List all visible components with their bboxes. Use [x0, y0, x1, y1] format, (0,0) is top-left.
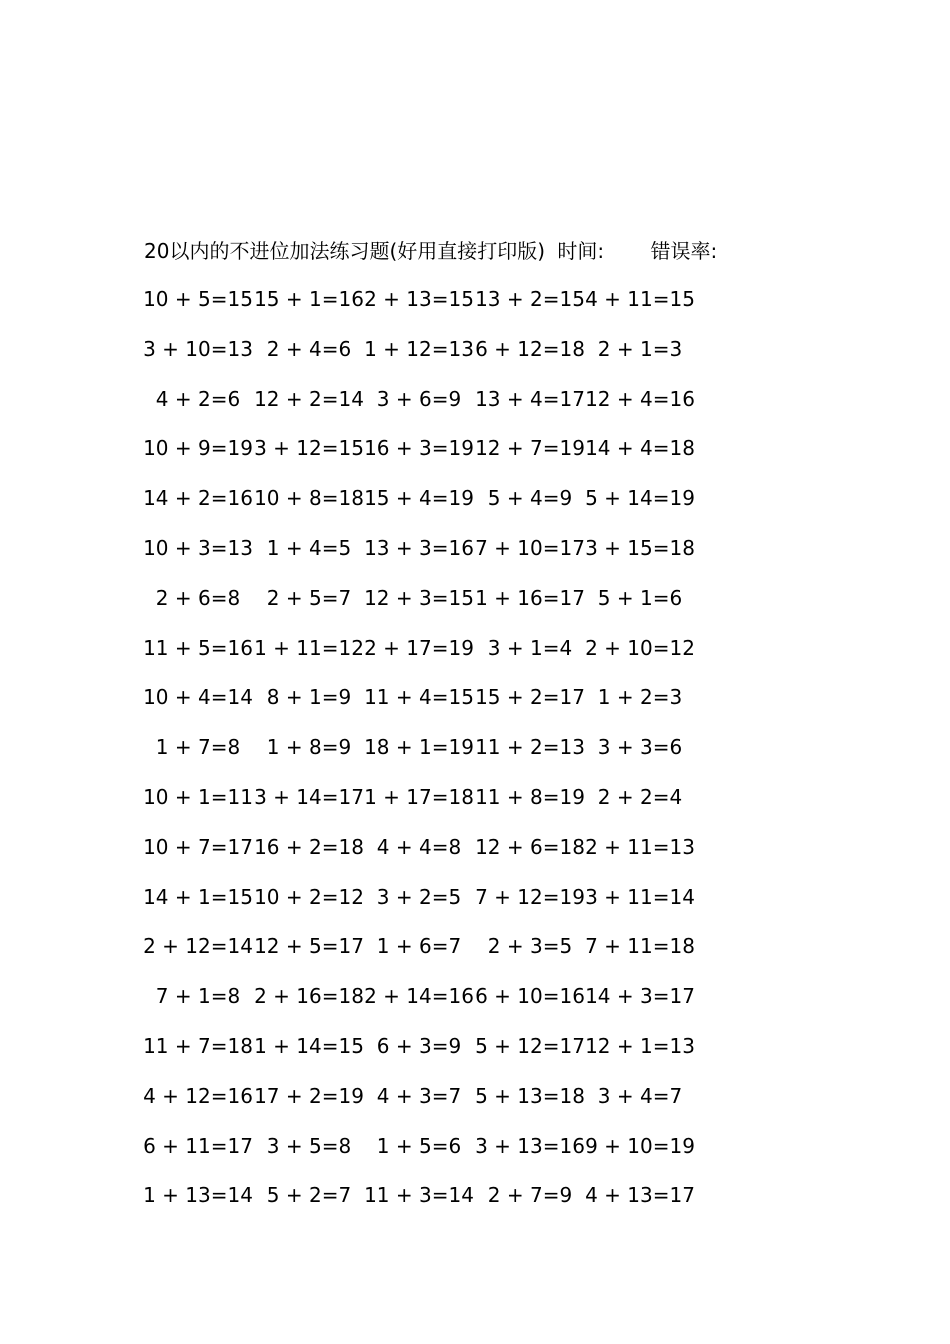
- problem-row: [143, 334, 710, 384]
- problem-row: [143, 483, 710, 533]
- problem-cell: 14 + 1=15: [143, 884, 253, 909]
- problem-cell: 2 + 10=12: [585, 635, 695, 660]
- problem-cell: 1 + 13=14: [143, 1183, 253, 1208]
- problem-cell: 17 + 2=19: [254, 1083, 364, 1108]
- problem-cell: 1 + 8=9: [266, 735, 352, 760]
- problem-cell: 13 + 3=16: [364, 535, 474, 560]
- problem-cell: 12 + 6=18: [475, 834, 585, 859]
- problem-cell: 3 + 12=15: [254, 436, 364, 461]
- problem-cell: 3 + 10=13: [143, 336, 253, 361]
- problem-cell: 5 + 14=19: [585, 486, 695, 511]
- problem-cell: 1 + 5=6: [376, 1133, 462, 1158]
- problem-cell: 2 + 11=13: [585, 834, 695, 859]
- problem-row: [143, 832, 710, 882]
- problem-cell: 3 + 3=6: [597, 735, 683, 760]
- problem-cell: 3 + 1=4: [487, 635, 573, 660]
- problem-cell: 11 + 2=13: [475, 735, 585, 760]
- problem-cell: 11 + 7=18: [143, 1033, 253, 1058]
- problem-cell: 4 + 2=6: [155, 386, 241, 411]
- problem-cell: 4 + 4=8: [376, 834, 462, 859]
- problem-cell: 10 + 8=18: [254, 486, 364, 511]
- problem-cell: 3 + 13=16: [475, 1133, 585, 1158]
- problem-cell: 10 + 9=19: [143, 436, 253, 461]
- problem-cell: 4 + 11=15: [585, 287, 695, 311]
- problem-cell: 7 + 11=18: [585, 934, 695, 959]
- problem-row: [150, 384, 710, 434]
- worksheet-title-row: [144, 236, 717, 266]
- problem-cell: 7 + 1=8: [155, 984, 241, 1009]
- problem-cell: 10 + 2=12: [254, 884, 364, 909]
- problem-grid: [143, 284, 710, 1230]
- problem-cell: 5 + 13=18: [475, 1083, 585, 1108]
- problem-row: [143, 931, 710, 981]
- problem-row: [150, 981, 710, 1031]
- problem-cell: 12 + 5=17: [254, 934, 364, 959]
- problem-cell: 2 + 16=18: [254, 984, 364, 1009]
- problem-row: [143, 533, 710, 583]
- problem-cell: 3 + 5=8: [266, 1133, 352, 1158]
- problem-cell: 14 + 2=16: [143, 486, 253, 511]
- problem-row: [143, 1081, 710, 1131]
- problem-cell: 2 + 17=19: [364, 635, 474, 660]
- problem-cell: 4 + 12=16: [143, 1083, 253, 1108]
- problem-row: [143, 633, 710, 683]
- problem-cell: 10 + 7=17: [143, 834, 253, 859]
- problem-row: [143, 1031, 710, 1081]
- problem-cell: 5 + 2=7: [266, 1183, 352, 1208]
- problem-cell: 2 + 14=16: [364, 984, 474, 1009]
- problem-cell: 7 + 10=17: [475, 535, 585, 560]
- problem-cell: 8 + 1=9: [266, 685, 352, 710]
- problem-row: [150, 732, 710, 782]
- problem-row: [143, 1180, 710, 1230]
- problem-cell: 6 + 12=18: [475, 336, 585, 361]
- problem-cell: 13 + 2=15: [475, 287, 585, 311]
- problem-cell: 1 + 7=8: [155, 735, 241, 760]
- problem-cell: 10 + 5=15: [143, 287, 253, 311]
- problem-row: [143, 882, 710, 932]
- problem-cell: 14 + 4=18: [585, 436, 695, 461]
- problem-cell: 18 + 1=19: [364, 735, 474, 760]
- problem-cell: 1 + 14=15: [254, 1033, 364, 1058]
- problem-cell: 1 + 17=18: [364, 784, 474, 809]
- problem-cell: 1 + 6=7: [376, 934, 462, 959]
- problem-cell: 6 + 10=16: [475, 984, 585, 1009]
- worksheet-title: 20以内的不进位加法练习题(好用直接打印版): [144, 239, 546, 263]
- problem-cell: 10 + 4=14: [143, 685, 253, 710]
- problem-cell: 15 + 2=17: [475, 685, 585, 710]
- problem-cell: 2 + 13=15: [364, 287, 474, 311]
- problem-row: [143, 682, 710, 732]
- problem-cell: 1 + 2=3: [597, 685, 683, 710]
- problem-cell: 14 + 3=17: [585, 984, 695, 1009]
- problem-cell: 1 + 12=13: [364, 336, 474, 361]
- problem-row: [143, 782, 710, 832]
- problem-cell: 3 + 4=7: [597, 1083, 683, 1108]
- problem-cell: 12 + 7=19: [475, 436, 585, 461]
- problem-cell: 4 + 13=17: [585, 1183, 695, 1208]
- problem-cell: 2 + 1=3: [597, 336, 683, 361]
- problem-row: [143, 1131, 710, 1181]
- problem-cell: 11 + 4=15: [364, 685, 474, 710]
- problem-cell: 3 + 6=9: [376, 386, 462, 411]
- problem-cell: 2 + 7=9: [487, 1183, 573, 1208]
- problem-cell: 12 + 3=15: [364, 585, 474, 610]
- problem-row: [150, 583, 710, 633]
- problem-cell: 2 + 12=14: [143, 934, 253, 959]
- problem-cell: 11 + 5=16: [143, 635, 253, 660]
- problem-cell: 6 + 3=9: [376, 1033, 462, 1058]
- problem-row: [143, 284, 710, 334]
- problem-cell: 10 + 1=11: [143, 784, 253, 809]
- problem-cell: 1 + 11=12: [254, 635, 364, 660]
- problem-cell: 3 + 11=14: [585, 884, 695, 909]
- problem-cell: 3 + 14=17: [254, 784, 364, 809]
- problem-cell: 7 + 12=19: [475, 884, 585, 909]
- error-rate-label: 错误率:: [650, 239, 718, 263]
- problem-cell: 9 + 10=19: [585, 1133, 695, 1158]
- problem-cell: 12 + 2=14: [254, 386, 364, 411]
- problem-cell: 3 + 2=5: [376, 884, 462, 909]
- problem-cell: 16 + 3=19: [364, 436, 474, 461]
- problem-cell: 16 + 2=18: [254, 834, 364, 859]
- problem-row: [143, 433, 710, 483]
- problem-cell: 5 + 1=6: [597, 585, 683, 610]
- problem-cell: 10 + 3=13: [143, 535, 253, 560]
- problem-cell: 4 + 3=7: [376, 1083, 462, 1108]
- problem-cell: 6 + 11=17: [143, 1133, 253, 1158]
- problem-cell: 15 + 1=16: [254, 287, 364, 311]
- problem-cell: 1 + 4=5: [266, 535, 352, 560]
- problem-cell: 11 + 8=19: [475, 784, 585, 809]
- problem-cell: 1 + 16=17: [475, 585, 585, 610]
- problem-cell: 12 + 4=16: [585, 386, 695, 411]
- problem-cell: 13 + 4=17: [475, 386, 585, 411]
- problem-cell: 2 + 3=5: [487, 934, 573, 959]
- problem-cell: 2 + 6=8: [155, 585, 241, 610]
- time-label: 时间:: [557, 239, 605, 263]
- problem-cell: 15 + 4=19: [364, 486, 474, 511]
- problem-cell: 3 + 15=18: [585, 535, 695, 560]
- problem-cell: 2 + 4=6: [266, 336, 352, 361]
- problem-cell: 5 + 4=9: [487, 486, 573, 511]
- problem-cell: 2 + 5=7: [266, 585, 352, 610]
- problem-cell: 5 + 12=17: [475, 1033, 585, 1058]
- problem-cell: 12 + 1=13: [585, 1033, 695, 1058]
- problem-cell: 2 + 2=4: [597, 784, 683, 809]
- problem-cell: 11 + 3=14: [364, 1183, 474, 1208]
